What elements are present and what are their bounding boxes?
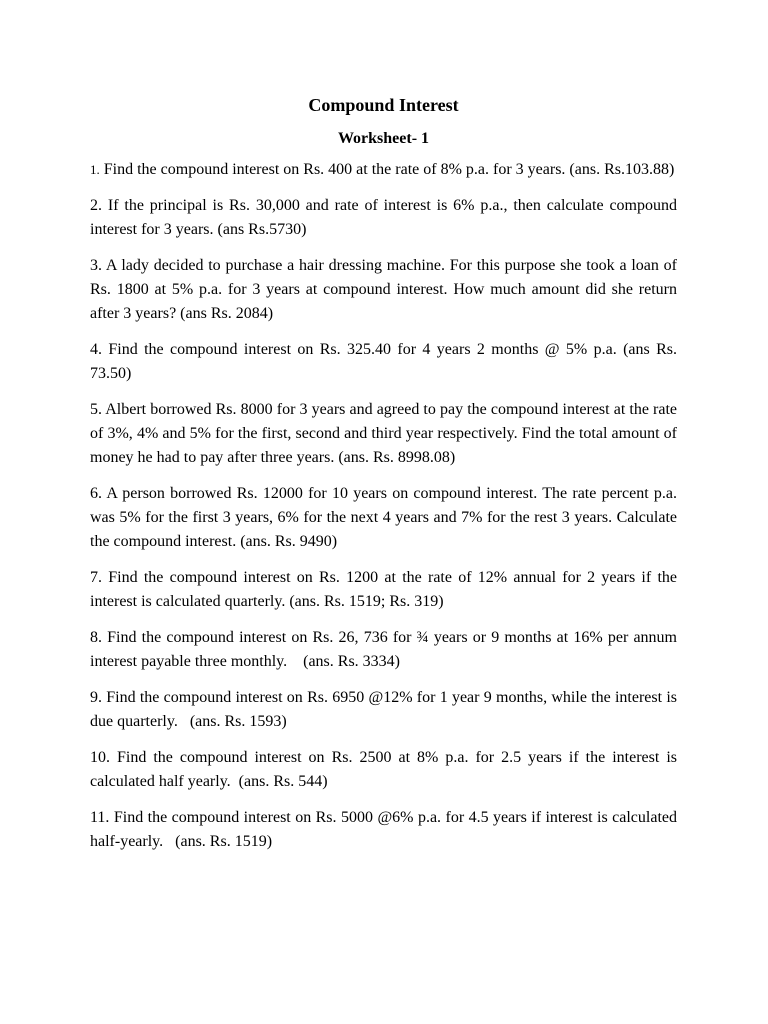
question-answer: (ans. Rs. 9490) — [236, 533, 338, 550]
question-item — [90, 254, 677, 326]
question-number: 10. — [90, 749, 110, 766]
question-text: Find the compound interest on Rs. 26, 736 for ¾ years or 9 months at 16% per annum interest payable three monthly. — [90, 629, 677, 670]
question-text: A person borrowed Rs. 12000 for 10 years on compound interest. The rate percent p.a. was 5% for the first 3 years, 6% for the next 4 years and 7% for the rest 3 years. Calculate the compound interest. — [90, 485, 677, 550]
question-number: 11. — [90, 809, 110, 826]
question-item — [90, 686, 677, 734]
question-number: 7. — [90, 569, 102, 586]
question-item — [90, 158, 677, 182]
worksheet-subtitle: Worksheet- 1 — [337, 130, 430, 147]
worksheet-page — [90, 92, 682, 866]
question-text: A lady decided to purchase a hair dressing machine. For this purpose she took a loan of Rs. 1800 at 5% p.a. for 3 years at compound interest. How much amount did she return after 3 years? — [90, 257, 677, 322]
question-item — [90, 398, 677, 470]
question-number: 5. — [90, 401, 102, 418]
question-number: 2. — [90, 197, 102, 214]
question-text: Find the compound interest on Rs. 400 at the rate of 8% p.a. for 3 years. — [99, 161, 566, 178]
question-number: 8. — [90, 629, 102, 646]
question-item — [90, 566, 677, 614]
question-text: Find the compound interest on Rs. 2500 at 8% p.a. for 2.5 years if the interest is calculated half yearly. — [90, 749, 677, 790]
question-number: 6. — [90, 485, 102, 502]
question-item — [90, 194, 677, 242]
question-answer: (ans. Rs. 8998.08) — [334, 449, 456, 466]
question-item — [90, 746, 677, 794]
question-answer: (ans. Rs. 1519) — [163, 833, 273, 850]
question-text: If the principal is Rs. 30,000 and rate of interest is 6% p.a., then calculate compound interest for 3 years. — [90, 197, 677, 238]
question-answer: (ans. Rs. 544) — [230, 773, 328, 790]
question-answer: (ans. Rs. 1519; Rs. 319) — [285, 593, 444, 610]
question-text: Albert borrowed Rs. 8000 for 3 years and agreed to pay the compound interest at the rate of 3%, 4% and 5% for the first, second and third year respectively. Find the total amount of money he had to pay after three years. — [90, 401, 677, 466]
question-answer: (ans Rs.5730) — [213, 221, 307, 238]
question-text: Find the compound interest on Rs. 5000 @6% p.a. for 4.5 years if interest is calculated half-yearly. — [90, 809, 677, 850]
question-number: 3. — [90, 257, 102, 274]
question-answer: (ans Rs. 2084) — [176, 305, 274, 322]
question-number: 4. — [90, 341, 102, 358]
question-item — [90, 806, 677, 854]
question-number: 1. — [90, 162, 100, 177]
question-item — [90, 626, 677, 674]
question-text: Find the compound interest on Rs. 1200 at the rate of 12% annual for 2 years if the interest is calculated quarterly. — [90, 569, 677, 610]
question-answer: (ans. Rs. 1593) — [177, 713, 287, 730]
question-answer: (ans. Rs. 3334) — [287, 653, 401, 670]
question-answer: (ans Rs. 73.50) — [90, 341, 682, 382]
question-item — [90, 482, 677, 554]
page-title: Compound Interest — [308, 95, 459, 115]
question-text: Find the compound interest on Rs. 6950 @12% for 1 year 9 months, while the interest is due quarterly. — [90, 689, 677, 730]
question-answer: (ans. Rs.103.88) — [565, 161, 675, 178]
question-item — [90, 338, 682, 386]
question-number: 9. — [90, 689, 102, 706]
question-text: Find the compound interest on Rs. 325.40 for 4 years 2 months @ 5% p.a. — [102, 341, 617, 358]
